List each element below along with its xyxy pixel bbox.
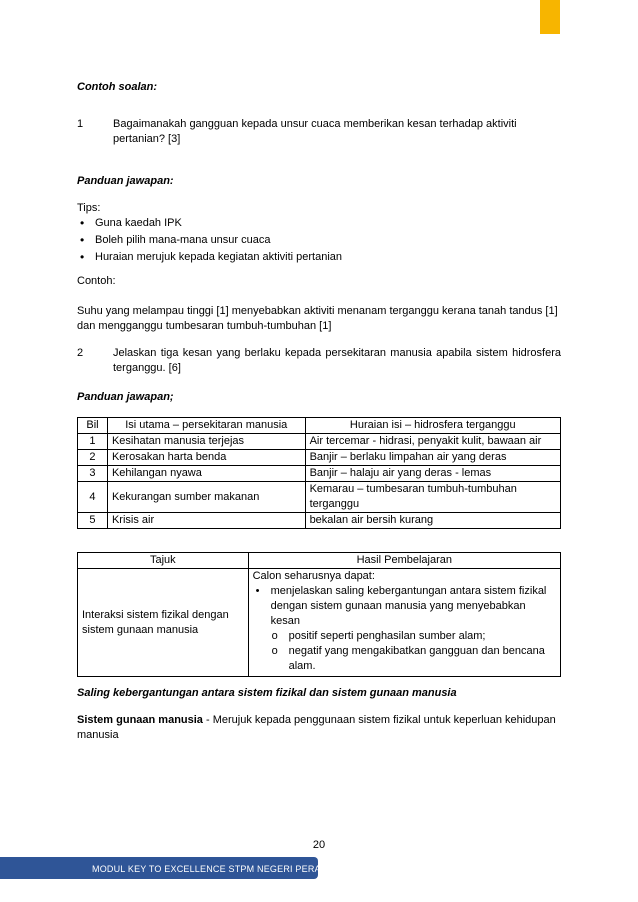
cell-bil: 1 [78,434,108,450]
guide-heading-2: Panduan jawapan; [77,391,174,403]
outcome-intro: Calon seharusnya dapat: [252,570,375,582]
cell-hasil [248,569,560,677]
footer-title: MODUL KEY TO EXCELLENCE STPM NEGERI PERAK [92,864,327,874]
table-header-row [78,553,561,569]
tips-item: • Boleh pilih mana-mana unsur cuaca [77,232,557,249]
cell-huraian: Air tercemar - hidrasi, penyakit kulit, bawaan air [305,434,560,450]
cell-bil: 2 [78,450,108,466]
outcome-sub-item: o negatif yang mengakibatkan gangguan dan bencana alam. [253,644,556,674]
cell-tajuk: Interaksi sistem fizikal dengan sistem gunaan manusia [78,569,249,677]
table-row [78,466,561,482]
cell-isi: Kehilangan nyawa [107,466,305,482]
corner-tab [540,0,560,34]
table-header-row [78,418,561,434]
header-tajuk: Tajuk [78,553,249,569]
definition-term: Sistem gunaan manusia [77,714,203,726]
tips-list [77,215,557,266]
header-isi: Isi utama – persekitaran manusia [107,418,305,434]
header-hasil: Hasil Pembelajaran [248,553,560,569]
tips-label: Tips: [77,202,101,214]
cell-bil: 5 [78,513,108,529]
learning-outcome-table [77,552,561,677]
cell-isi: Kekurangan sumber makanan [107,482,305,513]
question-2-text: Jelaskan tiga kesan yang berlaku kepada persekitaran manusia apabila sistem hidrosfera terganggu. [6] [113,347,561,374]
cell-huraian: Kemarau – tumbesaran tumbuh-tumbuhan terganggu [305,482,560,513]
table-row [78,450,561,466]
table-row [78,513,561,529]
cell-huraian: Banjir – halaju air yang deras - lemas [305,466,560,482]
page-number: 20 [312,839,326,851]
cell-huraian: Banjir – berlaku limpahan air yang deras [305,450,560,466]
header-bil: Bil [78,418,108,434]
outcome-sub-item: o positif seperti penghasilan sumber alam; [253,629,556,644]
question-2-number: 2 [77,347,84,359]
tips-item: • Huraian merujuk kepada kegiatan aktiviti pertanian [77,249,557,266]
header-huraian: Huraian isi – hidrosfera terganggu [305,418,560,434]
cell-huraian: bekalan air bersih kurang [305,513,560,529]
question-1-text: Bagaimanakah gangguan kepada unsur cuaca memberikan kesan terhadap aktiviti pertanian? [3] [113,118,517,145]
definition [77,713,561,743]
cell-isi: Kesihatan manusia terjejas [107,434,305,450]
outcome-list [253,584,556,629]
tips-item: • Guna kaedah IPK [77,215,557,232]
answer-table [77,417,561,529]
example-label: Contoh: [77,275,116,287]
cell-bil: 4 [78,482,108,513]
outcome-item: • menjelaskan saling kebergantungan antara sistem fizikal dengan sistem gunaan manusia yang menyebabkan kesan [253,584,556,629]
guide-heading-1: Panduan jawapan: [77,175,174,187]
definition-text: - Merujuk kepada penggunaan sistem fizikal untuk keperluan kehidupan manusia [77,714,556,741]
cell-isi: Krisis air [107,513,305,529]
question-1-number: 1 [77,118,84,130]
example-text: Suhu yang melampau tinggi [1] menyebabkan aktiviti menanam terganggu kerana tanah tandus [1] dan mengganggu tumbesaran tumbuh-tumbuhan [1] [77,305,558,332]
table-row [78,569,561,677]
cell-bil: 3 [78,466,108,482]
cell-isi: Kerosakan harta benda [107,450,305,466]
table-row [78,434,561,450]
table-row [78,482,561,513]
outcome-sub-list [253,629,556,674]
heading-contoh-soalan: Contoh soalan: [77,81,158,93]
section-heading: Saling kebergantungan antara sistem fizikal dan sistem gunaan manusia [77,687,457,699]
